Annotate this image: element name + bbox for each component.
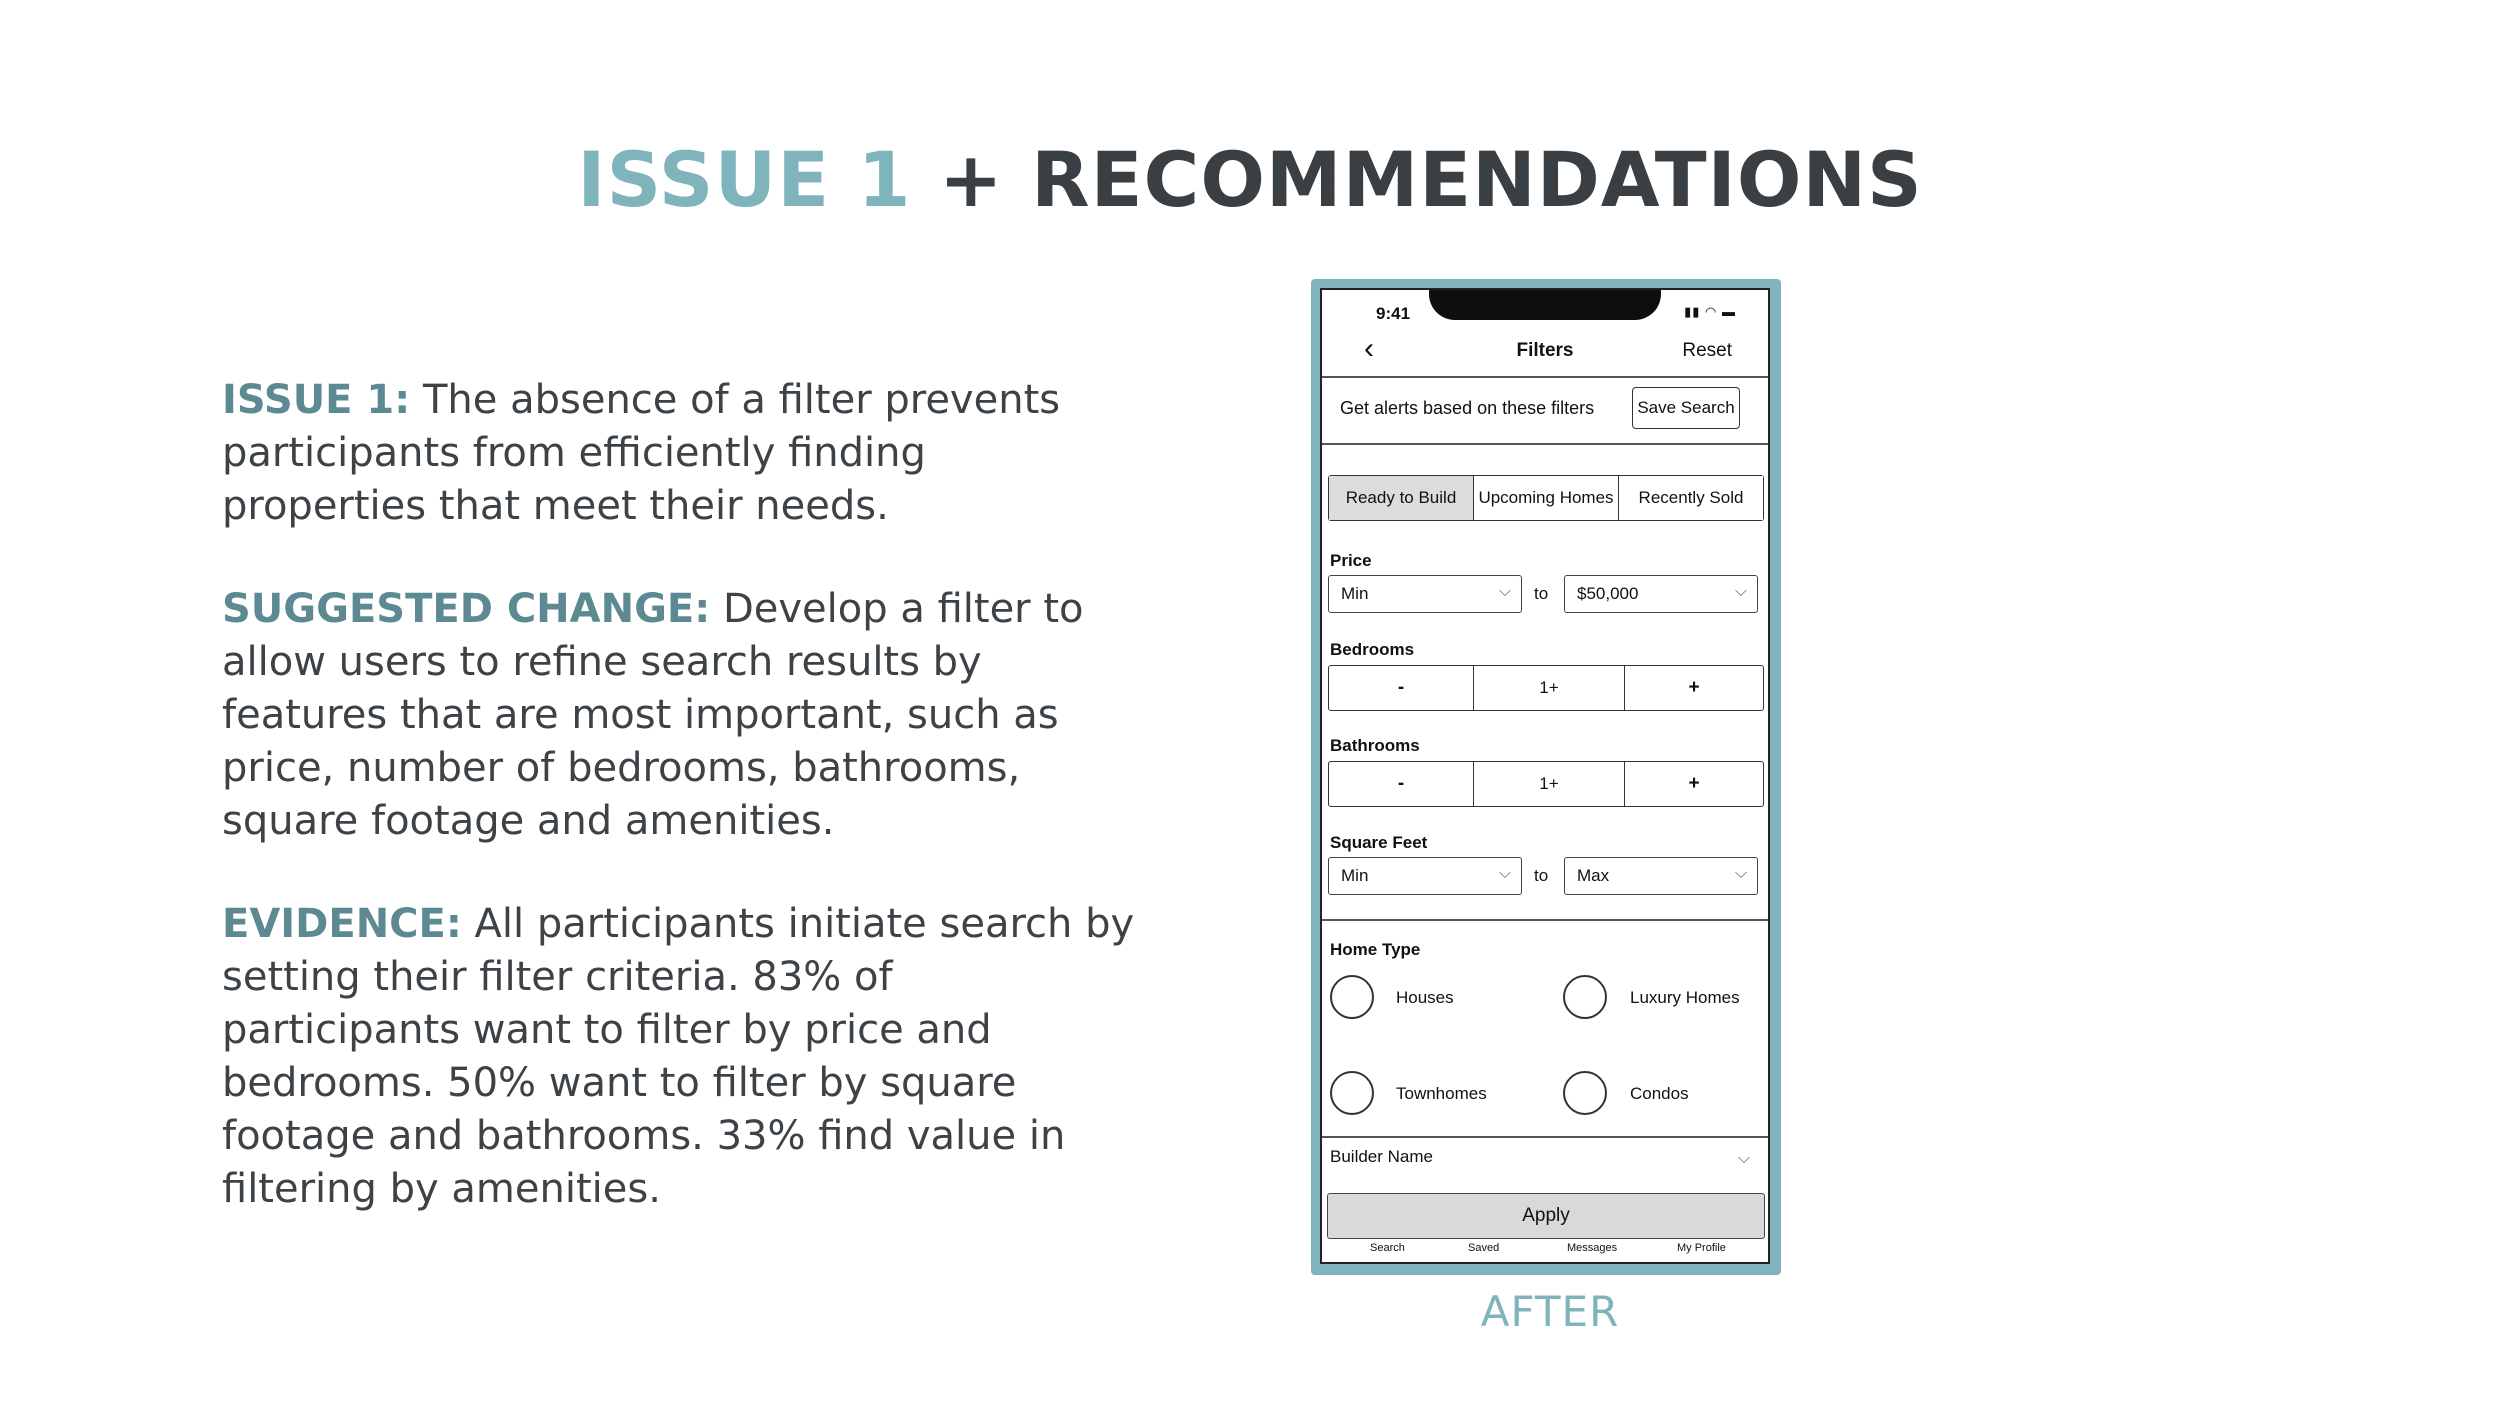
issue-label: ISSUE 1: [222, 377, 411, 423]
text-column [222, 374, 1142, 1266]
radio-houses[interactable] [1330, 975, 1374, 1019]
price-to-text: to [1534, 584, 1549, 603]
price-min-dropdown[interactable] [1328, 575, 1522, 613]
radio-label-houses: Houses [1396, 988, 1454, 1007]
square-feet-max-value: Max [1577, 866, 1610, 885]
square-feet-max-dropdown[interactable] [1564, 857, 1758, 895]
tab-search[interactable]: Search [1370, 1242, 1405, 1254]
divider [1322, 919, 1768, 921]
chevron-down-icon[interactable]: ⌵ [1737, 1150, 1750, 1167]
reset-button[interactable]: Reset [1682, 340, 1732, 361]
chevron-down-icon: ⌵ [1734, 583, 1747, 600]
listing-status-segmented-control [1328, 475, 1764, 521]
apply-button[interactable]: Apply [1327, 1193, 1765, 1239]
tab-messages[interactable]: Messages [1567, 1242, 1618, 1254]
evidence-label: EVIDENCE: [222, 901, 462, 947]
bathrooms-decrement-button[interactable]: - [1397, 773, 1405, 794]
price-max-value: $50,000 [1577, 584, 1639, 603]
title-accent: ISSUE 1 [577, 135, 912, 224]
status-icons: ▮▮ ◠ ▬ [1684, 304, 1736, 319]
price-min-value: Min [1341, 584, 1369, 603]
divider [1322, 376, 1768, 378]
chevron-down-icon: ⌵ [1498, 865, 1511, 882]
bathrooms-stepper [1328, 761, 1764, 807]
segment-ready-to-build[interactable]: Ready to Build [1329, 476, 1473, 520]
price-max-dropdown[interactable] [1564, 575, 1758, 613]
issue-text: The absence of a filter prevents participants from efficiently finding properties that meet their needs. [222, 377, 1061, 529]
radio-label-condos: Condos [1630, 1084, 1689, 1103]
square-feet-label: Square Feet [1330, 833, 1428, 852]
phone-notch [1429, 290, 1661, 320]
chevron-down-icon: ⌵ [1734, 865, 1747, 882]
bedrooms-value: 1+ [1473, 666, 1625, 710]
evidence-paragraph [222, 898, 1142, 1216]
bedrooms-decrement-button[interactable]: - [1397, 677, 1405, 698]
radio-luxury-homes[interactable] [1563, 975, 1607, 1019]
after-caption: AFTER [1480, 1287, 1620, 1336]
bedrooms-increment-button[interactable]: + [1688, 677, 1700, 698]
bathrooms-label: Bathrooms [1330, 736, 1420, 755]
alerts-text: Get alerts based on these filters [1340, 398, 1595, 418]
square-feet-min-dropdown[interactable] [1328, 857, 1522, 895]
save-search-button[interactable]: Save Search [1632, 387, 1740, 429]
suggested-change-text: Develop a filter to allow users to refine search results by features that are most important, such as price, number of bedrooms, bathrooms, square footage and amenities. [222, 586, 1084, 844]
divider [1322, 443, 1768, 445]
phone-mockup [1311, 279, 1781, 1275]
radio-label-townhomes: Townhomes [1396, 1084, 1487, 1103]
home-type-label: Home Type [1330, 940, 1421, 959]
bedrooms-label: Bedrooms [1330, 640, 1415, 659]
divider [1322, 1136, 1768, 1138]
title-main: + RECOMMENDATIONS [911, 135, 1923, 224]
back-chevron-icon[interactable]: ‹ [1364, 332, 1374, 365]
bedrooms-stepper [1328, 665, 1764, 711]
radio-townhomes[interactable] [1330, 1071, 1374, 1115]
price-label: Price [1330, 551, 1372, 570]
phone-screen [1320, 288, 1770, 1264]
segment-recently-sold[interactable]: Recently Sold [1618, 476, 1763, 520]
filters-title: Filters [1516, 340, 1574, 361]
issue-paragraph [222, 374, 1142, 533]
segment-upcoming-homes[interactable]: Upcoming Homes [1473, 476, 1618, 520]
bathrooms-value: 1+ [1473, 762, 1625, 806]
builder-name-label[interactable]: Builder Name [1330, 1147, 1433, 1166]
square-feet-min-value: Min [1341, 866, 1369, 885]
tab-saved[interactable]: Saved [1468, 1242, 1500, 1254]
radio-condos[interactable] [1563, 1071, 1607, 1115]
suggested-change-label: SUGGESTED CHANGE: [222, 586, 711, 632]
bathrooms-increment-button[interactable]: + [1688, 773, 1700, 794]
radio-label-luxury-homes: Luxury Homes [1630, 988, 1740, 1007]
suggested-change-paragraph [222, 583, 1142, 848]
chevron-down-icon: ⌵ [1498, 583, 1511, 600]
tab-my-profile[interactable]: My Profile [1677, 1242, 1726, 1254]
slide-title [0, 135, 2500, 224]
square-feet-to-text: to [1534, 866, 1549, 885]
evidence-text: All participants initiate search by setting their filter criteria. 83% of participants want to filter by price and bedrooms. 50% want to filter by square footage and bathrooms. 33% find value in filtering by amenities. [222, 901, 1135, 1212]
status-time: 9:41 [1376, 304, 1411, 323]
